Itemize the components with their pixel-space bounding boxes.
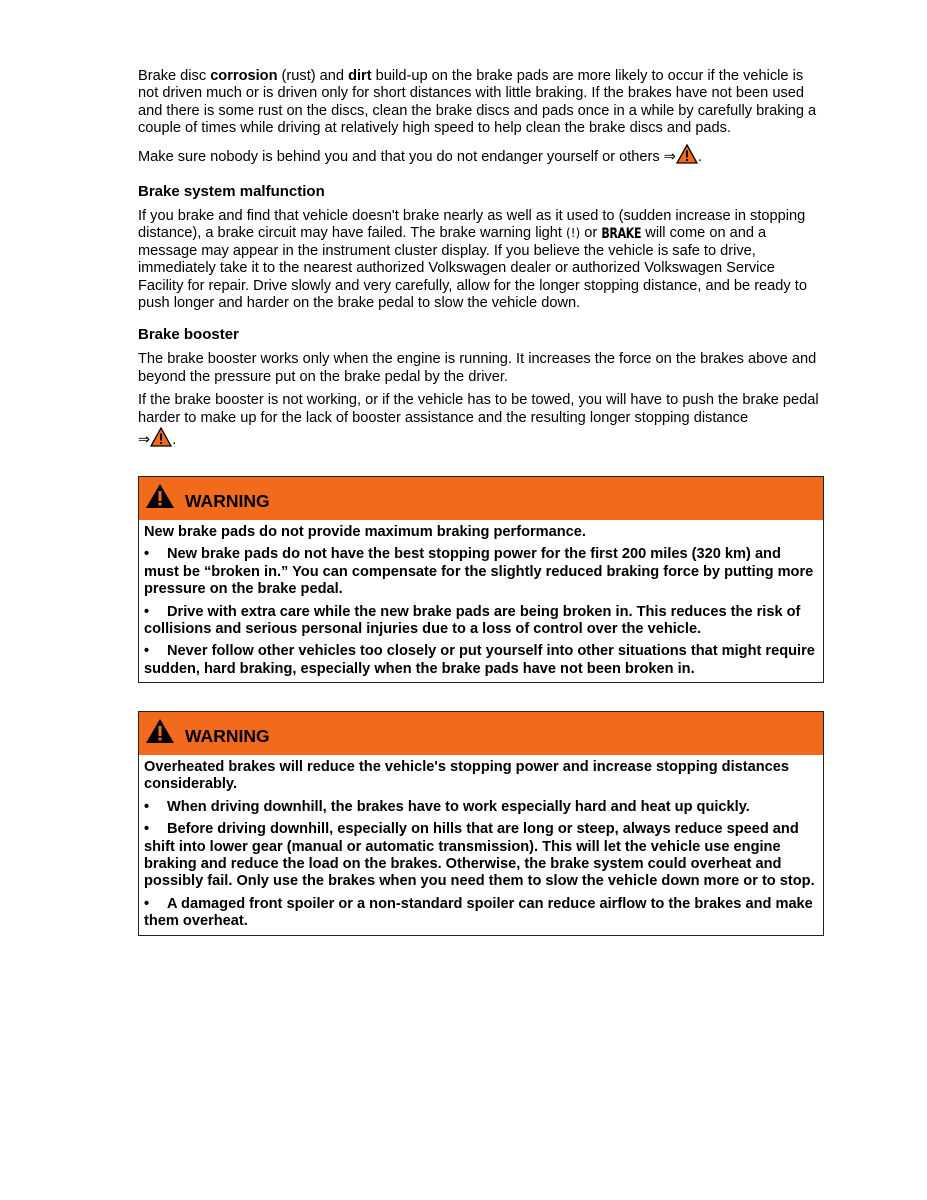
brake-indicator-text: BRAKE xyxy=(601,225,642,243)
list-item xyxy=(144,799,818,816)
paragraph-corrosion xyxy=(138,68,824,138)
warning-triangle-icon[interactable] xyxy=(150,427,172,452)
main-content xyxy=(138,68,824,453)
text: If you brake and find that vehicle doesn't brake nearly as well as it used to (sudden increase in stopping distance), a brake circuit may have failed. The brake warning light xyxy=(138,208,806,242)
bold-text: corrosion xyxy=(210,68,278,84)
warning-triangle-icon xyxy=(145,718,175,749)
bullet: • xyxy=(144,821,150,838)
warning-triangle-icon[interactable] xyxy=(676,144,698,169)
warning-header xyxy=(139,477,823,520)
text: Make sure nobody is behind you and that you do not endanger yourself or others ⇒ xyxy=(138,148,676,165)
text: . xyxy=(697,148,703,165)
paragraph-malfunction xyxy=(138,208,824,312)
brake-warning-light-icon: (!) xyxy=(566,226,581,241)
paragraph-booster-towed xyxy=(138,392,824,452)
text: (rust) and xyxy=(277,68,349,84)
text: ⇒ xyxy=(138,432,151,449)
warning-title: WARNING xyxy=(185,491,270,511)
warning-header xyxy=(139,712,823,755)
paragraph-caution xyxy=(138,144,824,169)
warning-triangle-icon xyxy=(145,483,175,514)
list-item-text: Drive with extra care while the new brake pads are being broken in. This reduces the risk of collisions and serious personal injuries due to a loss of control over the vehicle. xyxy=(144,603,801,638)
list-item xyxy=(144,604,818,639)
text: Brake disc xyxy=(138,68,211,84)
list-item xyxy=(144,643,818,678)
list-item xyxy=(144,896,818,931)
warning-title: WARNING xyxy=(185,726,270,746)
paragraph-booster: The brake booster works only when the engine is running. It increases the force on the brakes above and beyond the pressure put on the brake pedal by the driver. xyxy=(138,351,817,385)
warning-intro: New brake pads do not provide maximum braking performance. xyxy=(144,524,586,540)
warning-body xyxy=(139,755,823,935)
bullet: • xyxy=(144,546,150,563)
text: . xyxy=(172,432,177,449)
bullet: • xyxy=(144,643,150,660)
list-item-text: Never follow other vehicles too closely or put yourself into other situations that might require sudden, hard braking, especially when the brake pads have not been broken in. xyxy=(144,643,815,677)
list-item-text: A damaged front spoiler or a non-standard spoiler can reduce airflow to the brakes and make them overheat. xyxy=(144,895,813,930)
text: If the brake booster is not working, or if the vehicle has to be towed, you will have to push the brake pedal harder to make up for the lack of booster assistance and the resulting longer stopping distance xyxy=(138,392,819,426)
heading-brake-system-malfunction: Brake system malfunction xyxy=(138,183,325,201)
text: or xyxy=(580,225,602,242)
heading-brake-booster: Brake booster xyxy=(138,326,239,344)
bullet: • xyxy=(144,603,150,620)
bullet: • xyxy=(144,895,150,912)
text: build-up on the brake pads are more likely to occur if the vehicle is not driven much or is driven only for short distances with little braking. If the brakes have not been used and there is some rust on the discs, clean the brake discs and pads once in a while by carefully braking a couple of times while driving at relatively high speed to help clean the brake discs and pads. xyxy=(138,68,817,137)
warning-body xyxy=(139,520,823,682)
list-item-text: When driving downhill, the brakes have to work especially hard and heat up quickly. xyxy=(167,798,750,815)
warning-box-brake-pads xyxy=(138,476,824,683)
text: will come on and a message may appear in the instrument cluster display. If you believe the vehicle is safe to drive, immediately take it to the nearest authorized Volkswagen dealer or authorized Volkswagen Service Facility for repair. Drive slowly and very carefully, allow for the longer stopping distance, and be ready to push longer and harder on the brake pedal to slow the vehicle down. xyxy=(138,225,807,312)
warning-intro: Overheated brakes will reduce the vehicle's stopping power and increase stopping distances considerably. xyxy=(144,759,789,793)
list-item-text: Before driving downhill, especially on hills that are long or steep, always reduce speed and shift into lower gear (manual or automatic transmission). This will let the vehicle use engine braking and reduce the load on the brakes. Otherwise, the brake system could overheat and possibly fail. Only use the brakes when you need them to slow the vehicle down more or to stop. xyxy=(144,821,815,890)
list-item xyxy=(144,821,818,891)
list-item xyxy=(144,546,818,598)
list-item-text: New brake pads do not have the best stopping power for the first 200 miles (320 km) and must be “broken in.” You can compensate for the slightly reduced braking force by putting more pressure on the brake pedal. xyxy=(144,546,814,598)
bold-text: dirt xyxy=(348,68,372,84)
warning-box-overheated-brakes xyxy=(138,711,824,936)
bullet: • xyxy=(144,798,150,815)
